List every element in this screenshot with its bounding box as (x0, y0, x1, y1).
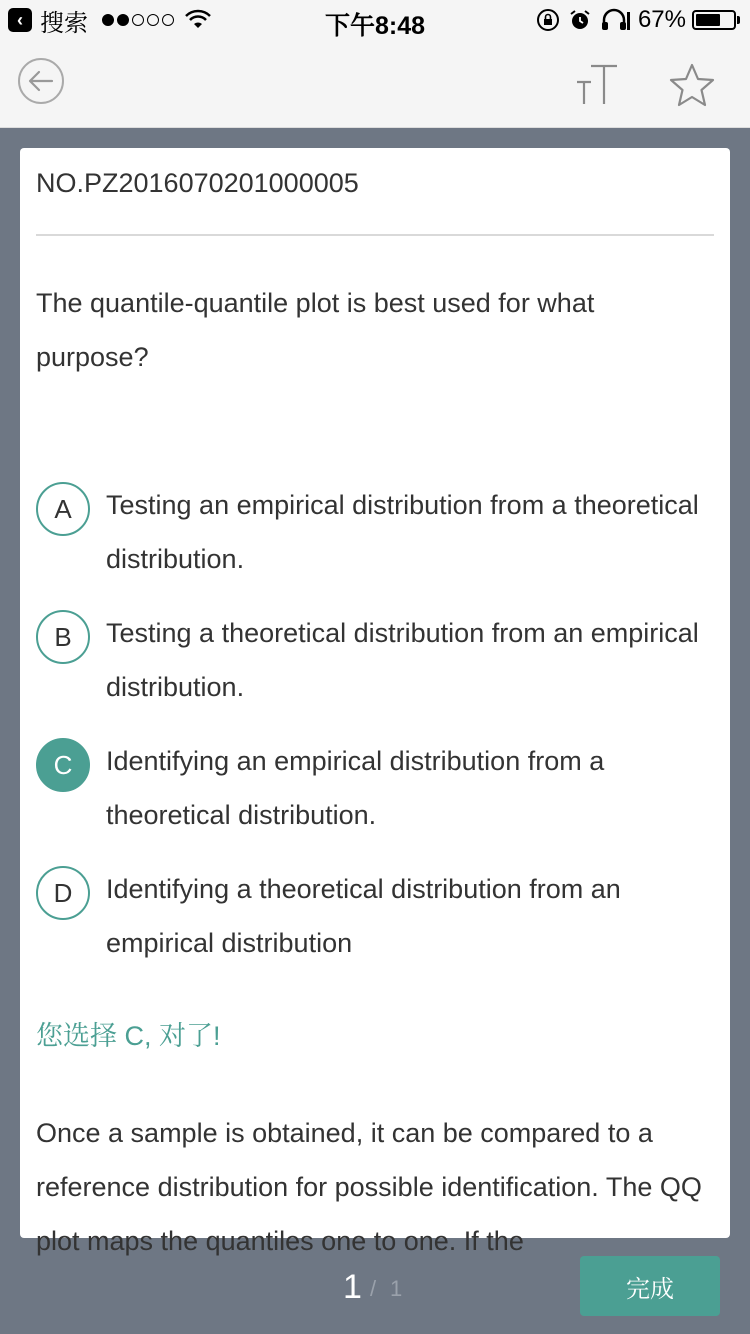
status-time: 下午8:48 (324, 12, 426, 40)
answer-explanation: Once a sample is obtained, it can be compared to a reference distribution for possible identification. The QQ plot maps the quantiles one to one. If the (36, 1118, 702, 1256)
status-bar (0, 0, 750, 40)
page-current: 1 (343, 1268, 362, 1306)
question-text: The quantile-quantile plot is best used for what purpose? (36, 288, 595, 372)
back-button[interactable] (18, 58, 64, 104)
divider (36, 234, 714, 236)
question-number: NO.PZ2016070201000005 (36, 168, 359, 198)
option-letter[interactable]: A (36, 482, 90, 536)
text-size-icon[interactable] (575, 60, 619, 108)
answer-result: 您选择 C, 对了! (36, 1021, 221, 1051)
question-card (20, 148, 730, 1256)
page-separator: / (370, 1276, 377, 1301)
option-letter[interactable]: D (36, 866, 90, 920)
back-to-app-icon[interactable]: ‹ (8, 8, 32, 32)
option-letter[interactable]: B (36, 610, 90, 664)
option-text[interactable]: Identifying an empirical distribution from a theoretical distribution. (106, 746, 605, 830)
option-text[interactable]: Testing a theoretical distribution from an empirical distribution. (106, 618, 699, 702)
page-total: 1 (390, 1276, 403, 1301)
star-outline-icon[interactable] (668, 62, 716, 108)
option-text[interactable]: Identifying a theoretical distribution from an empirical distribution (106, 874, 621, 958)
option-letter-selected[interactable]: C (36, 738, 90, 792)
alarm-icon (568, 8, 592, 32)
battery-icon (692, 10, 740, 30)
status-right (528, 6, 740, 34)
navigation-bar (0, 40, 750, 128)
back-to-app-label[interactable]: 搜索 (40, 9, 88, 37)
headphones-icon (600, 8, 630, 32)
battery-percent: 67% (637, 6, 686, 33)
done-button[interactable]: 完成 (580, 1256, 720, 1316)
arrow-left-icon (28, 70, 54, 92)
option-text[interactable]: Testing an empirical distribution from a theoretical distribution. (106, 490, 699, 574)
rotation-lock-icon (536, 8, 560, 32)
